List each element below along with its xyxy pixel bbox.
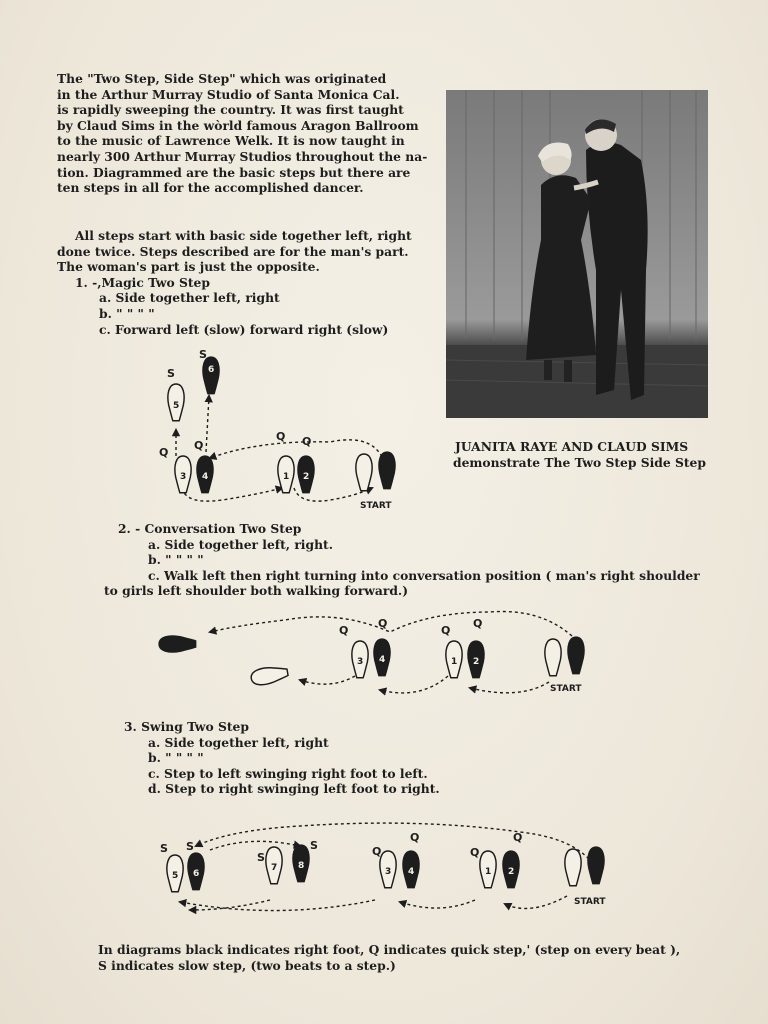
caption-line-2: demonstrate The Two Step Side Step [453,455,706,470]
label-slow: S [186,840,194,853]
step1-b: b. " " " " [99,305,155,321]
intro-line: tion. Diagrammed are the basic steps but there are [57,164,411,180]
label-quick: Q [194,439,204,452]
label-quick: Q [378,617,388,630]
step2-b: b. " " " " [148,552,204,568]
step2-c1: c. Walk left then right turning into conversation position ( man's right shoulder [148,567,700,583]
svg-text:1: 1 [485,867,492,877]
svg-text:4: 4 [408,867,415,877]
diagram-magic-two-step [159,348,395,511]
label-start: START [574,897,606,907]
svg-text:5: 5 [173,401,180,411]
svg-text:3: 3 [180,472,187,482]
label-quick: Q [276,430,286,443]
basics-line: All steps start with basic side together left, right [75,228,412,243]
intro-line: nearly 300 Arthur Murray Studios throughout the na- [57,148,428,164]
svg-text:5: 5 [172,871,179,881]
caption-line-1: JUANITA RAYE AND CLAUD SIMS [455,439,689,454]
intro-line: ten steps in all for the accomplished dancer. [57,180,364,196]
step1-c: c. Forward left (slow) forward right (slow) [99,321,389,337]
basics-line: done twice. Steps described are for the man's part. [57,243,409,259]
svg-text:2: 2 [473,657,480,667]
label-quick: Q [470,846,480,859]
intro-line: in the Arthur Murray Studio of Santa Monica Cal. [57,86,400,102]
basics-line: The woman's part is just the opposite. [57,259,320,275]
label-quick: Q [473,617,483,630]
label-quick: Q [339,624,349,637]
svg-text:2: 2 [508,867,515,877]
label-slow: S [167,367,175,380]
diagram-swing-two-step [160,823,606,910]
step3-d: d. Step to right swinging left foot to right. [148,781,440,797]
svg-text:7: 7 [271,863,278,873]
label-quick: Q [441,624,451,637]
label-quick: Q [302,435,312,448]
label-quick: Q [410,831,420,844]
svg-text:1: 1 [451,657,458,667]
label-slow: S [160,842,168,855]
label-slow: S [257,851,265,864]
label-slow: S [199,348,207,361]
label-quick: Q [372,845,382,858]
svg-text:2: 2 [303,472,310,482]
svg-text:6: 6 [193,869,200,879]
footer-line-1: In diagrams black indicates right foot, Q indicates quick step,' (step on every beat ), [98,942,681,957]
svg-text:4: 4 [202,472,209,482]
step1-a: a. Side together left, right [99,290,280,306]
label-slow: S [310,839,318,852]
footer-line-2: S indicates slow step, (two beats to a step.) [98,958,396,973]
intro-line: to the music of Lawrence Welk. It is now taught in [57,133,405,149]
intro-line: is rapidly sweeping the country. It was first taught [57,102,404,118]
step2-title: 2. - Conversation Two Step [118,521,302,536]
label-quick: Q [159,446,169,459]
svg-text:3: 3 [385,867,392,877]
svg-text:8: 8 [298,861,305,871]
step3-title: 3. Swing Two Step [124,719,249,734]
intro-line: The "Two Step, Side Step" which was originated [57,71,387,86]
step3-b: b. " " " " [148,750,204,766]
label-start: START [360,501,392,511]
intro-line: by Claud Sims in the wòrld famous Aragon Ballroom [57,117,419,133]
svg-text:1: 1 [283,472,290,482]
label-quick: Q [513,831,523,844]
label-start: START [550,684,582,694]
svg-text:3: 3 [357,657,364,667]
step3-c: c. Step to left swinging right foot to left. [148,765,428,781]
step2-a: a. Side together left, right. [148,536,333,552]
svg-text:6: 6 [208,365,215,375]
step2-c2: to girls left shoulder both walking forward.) [104,583,409,599]
step1-title: 1. -,Magic Two Step [75,274,210,290]
diagram-conversation-two-step [159,612,584,695]
svg-text:4: 4 [379,655,386,665]
step3-a: a. Side together left, right [148,734,329,750]
legend-footer [98,942,680,974]
